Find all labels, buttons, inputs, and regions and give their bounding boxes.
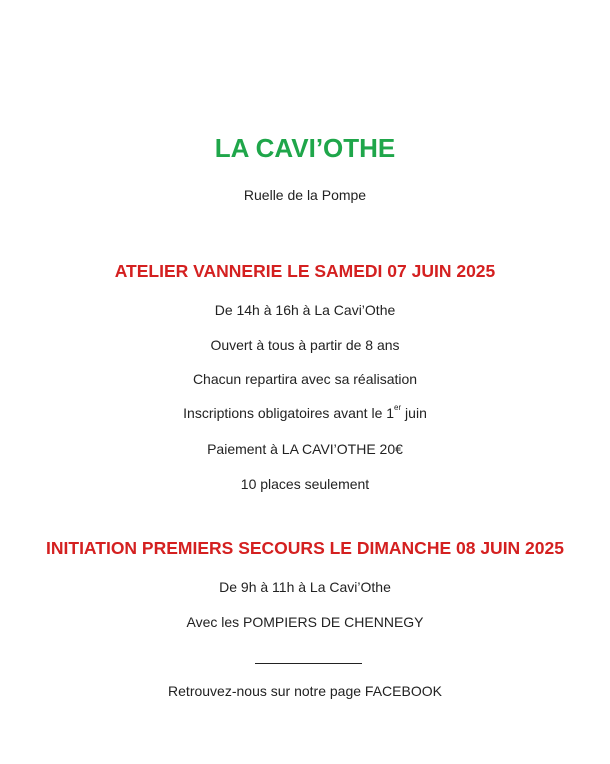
event-1-places: 10 places seulement [240, 476, 370, 492]
event-1-registration [0, 405, 610, 422]
registration-prefix: Inscriptions obligatoires avant le 1 [183, 405, 395, 421]
registration-ordinal: er [394, 403, 402, 412]
divider-line [255, 663, 362, 664]
event-1-audience: Ouvert à tous à partir de 8 ans [210, 337, 400, 353]
event-1-payment: Paiement à LA CAVI’OTHE 20€ [207, 441, 403, 457]
event-1-takeaway: Chacun repartira avec sa réalisation [192, 371, 418, 387]
event-1-time: De 14h à 16h à La Cavi’Othe [214, 302, 396, 318]
footer-facebook-text: Retrouvez-nous sur notre page FACEBOOK [168, 683, 442, 699]
event-1-heading: ATELIER VANNERIE LE SAMEDI 07 JUIN 2025 [114, 261, 496, 281]
venue-address: Ruelle de la Pompe [243, 187, 367, 203]
event-2-heading: INITIATION PREMIERS SECOURS LE DIMANCHE 08 JUIN 2025 [46, 538, 564, 558]
event-2-partner: Avec les POMPIERS DE CHENNEGY [186, 614, 424, 630]
registration-suffix: juin [401, 405, 427, 421]
event-2-time: De 9h à 11h à La Cavi’Othe [219, 579, 391, 595]
venue-title: LA CAVI’OTHE [214, 133, 396, 163]
